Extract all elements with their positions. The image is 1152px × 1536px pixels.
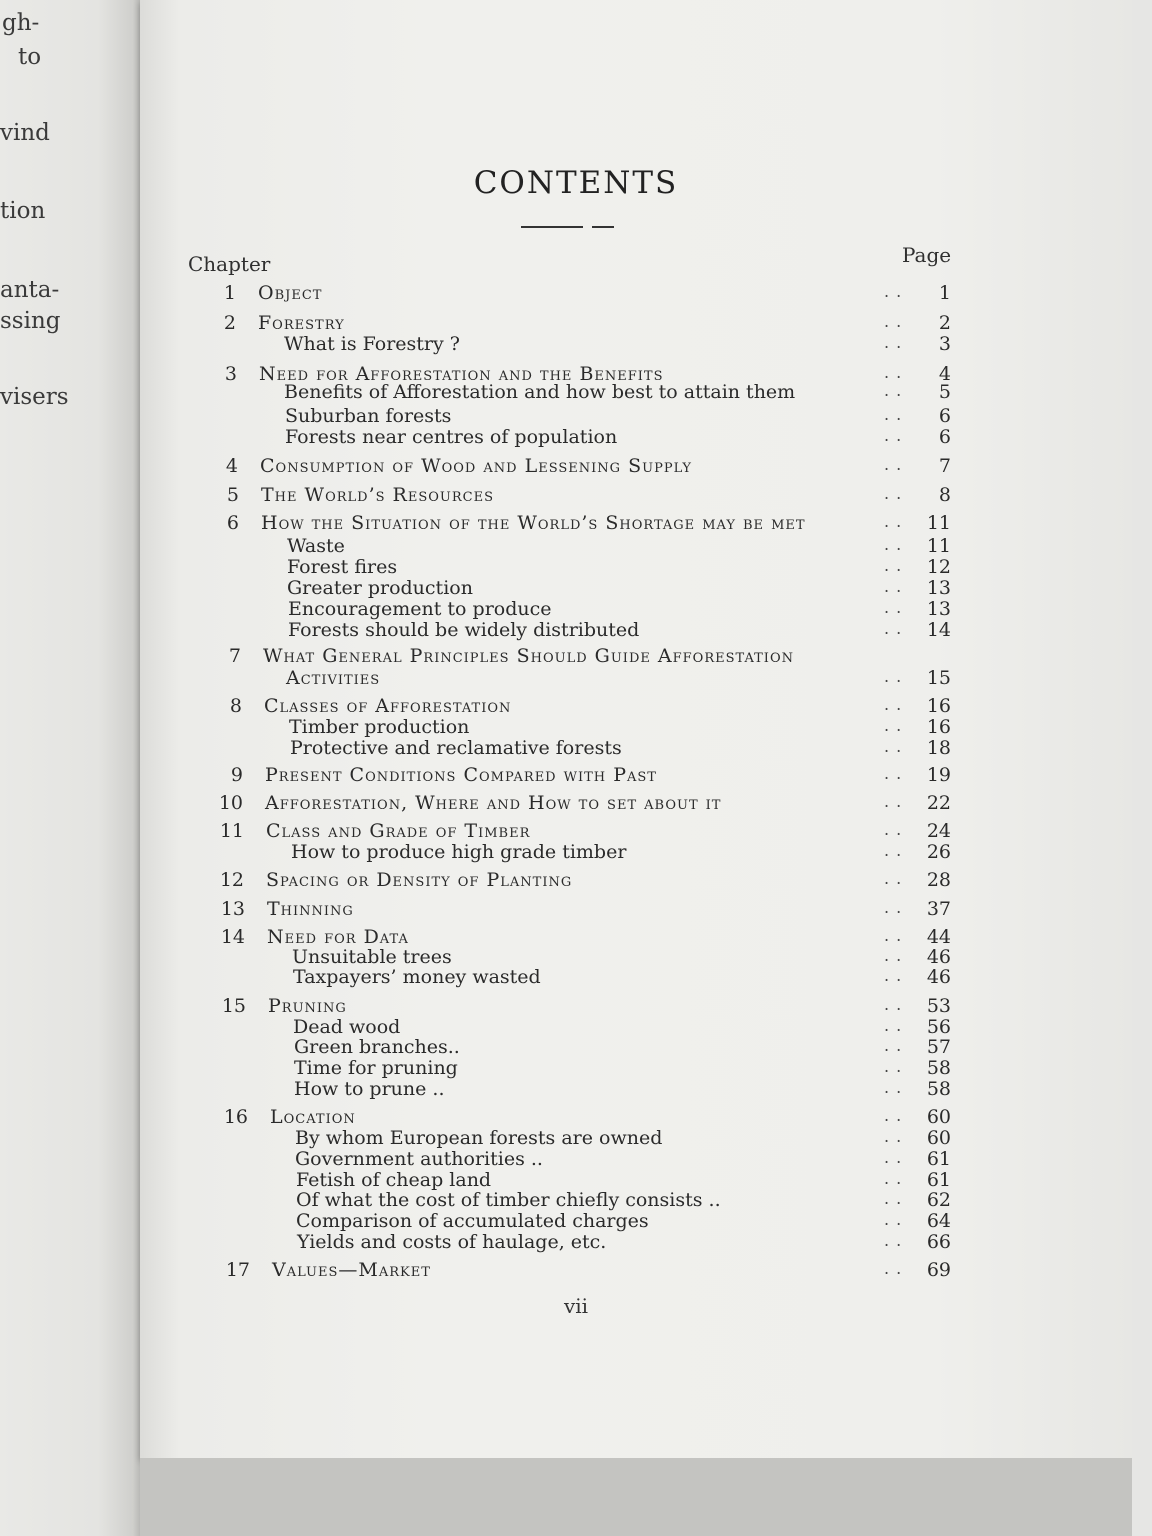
toc-entry	[0, 898, 1152, 920]
leader-dots: . .	[884, 764, 903, 783]
chapter-number: 4	[225, 455, 238, 477]
toc-entry	[0, 1127, 1152, 1149]
toc-entry	[0, 820, 1152, 842]
page-number: 3	[938, 333, 951, 355]
toc-entry	[0, 1169, 1152, 1191]
toc-entry	[0, 1057, 1152, 1079]
toc-entry	[0, 1189, 1152, 1211]
section-title: What is Forestry ?	[284, 333, 460, 355]
toc-entry	[0, 645, 1152, 667]
toc-entry	[0, 1016, 1152, 1038]
toc-entry	[0, 405, 1152, 427]
section-title: Suburban forests	[285, 405, 452, 427]
toc-entry	[0, 667, 1152, 689]
leader-dots: . .	[884, 869, 903, 888]
page-number: 24	[926, 820, 951, 842]
chapter-column-header: Chapter	[188, 252, 271, 276]
chapter-title: Consumption of Wood and Lessening Supply	[260, 455, 692, 477]
leader-dots: . .	[884, 966, 903, 985]
leader-dots: . .	[884, 1057, 903, 1076]
chapter-title: Class and Grade of Timber	[266, 820, 531, 842]
section-title: How to prune ..	[294, 1078, 445, 1100]
leader-dots: . .	[884, 426, 903, 445]
toc-entry	[0, 764, 1152, 786]
chapter-number: 7	[228, 645, 241, 667]
leader-dots: . .	[884, 1036, 903, 1055]
chapter-title: What General Principles Should Guide Afforestation	[263, 645, 794, 667]
chapter-title: Object	[258, 282, 323, 304]
leader-dots: . .	[884, 312, 903, 331]
section-title: How to produce high grade timber	[291, 841, 627, 863]
chapter-number: 10	[218, 792, 243, 814]
toc-entry	[0, 282, 1152, 304]
page-number: 4	[938, 363, 951, 385]
chapter-title: Pruning	[268, 995, 347, 1017]
page-number: 16	[926, 695, 951, 717]
chapter-number: 6	[226, 512, 239, 534]
leader-dots: . .	[884, 820, 903, 839]
toc-entry	[0, 381, 1152, 403]
page-number: 6	[938, 426, 951, 448]
left-page-fragment: tion	[0, 198, 46, 224]
leader-dots: . .	[884, 1016, 903, 1035]
toc-entry	[0, 312, 1152, 334]
page-number: 46	[926, 966, 951, 988]
toc-entry	[0, 535, 1152, 557]
toc-entry	[0, 1106, 1152, 1128]
page-number: 28	[926, 869, 951, 891]
page-number: 11	[926, 535, 951, 557]
page-number: 69	[926, 1259, 951, 1281]
leader-dots: . .	[884, 1169, 903, 1188]
page-number: 66	[926, 1231, 951, 1253]
section-title: Unsuitable trees	[292, 946, 452, 968]
leader-dots: . .	[884, 1231, 903, 1250]
page-edge	[140, 1458, 1132, 1536]
page-number: 58	[926, 1057, 951, 1079]
section-title: Encouragement to produce	[288, 598, 552, 620]
chapter-title: Need for Data	[267, 926, 409, 948]
leader-dots: . .	[884, 381, 903, 400]
toc-entry	[0, 333, 1152, 355]
section-title: Waste	[287, 535, 345, 557]
page-number: 61	[926, 1148, 951, 1170]
leader-dots: . .	[884, 737, 903, 756]
leader-dots: . .	[884, 1210, 903, 1229]
page-number: 13	[926, 598, 951, 620]
leader-dots: . .	[884, 792, 903, 811]
leader-dots: . .	[884, 1106, 903, 1125]
chapter-number: 17	[225, 1259, 250, 1281]
leader-dots: . .	[884, 898, 903, 917]
section-title: Taxpayers’ money wasted	[293, 966, 541, 988]
page-number: 26	[926, 841, 951, 863]
page-number: 15	[926, 667, 951, 689]
leader-dots: . .	[884, 1259, 903, 1278]
leader-dots: . .	[884, 405, 903, 424]
page-number: 64	[926, 1210, 951, 1232]
toc-entry	[0, 455, 1152, 477]
page-title: CONTENTS	[473, 165, 679, 201]
left-page-fragment: vind	[0, 120, 50, 146]
toc-entry	[0, 716, 1152, 738]
leader-dots: . .	[884, 716, 903, 735]
left-page-fragment: anta-	[0, 277, 60, 303]
chapter-title: Location	[270, 1106, 356, 1128]
page-number: 5	[938, 381, 951, 403]
toc-entry	[0, 598, 1152, 620]
page-number: 6	[938, 405, 951, 427]
toc-entry	[0, 1210, 1152, 1232]
section-title: Timber production	[289, 716, 470, 738]
section-title: Forests near centres of population	[285, 426, 618, 448]
chapter-title: The World’s Resources	[261, 484, 494, 506]
toc-entry	[0, 737, 1152, 759]
leader-dots: . .	[884, 695, 903, 714]
left-page-fragment: ssing	[0, 308, 61, 334]
section-title: Comparison of accumulated charges	[296, 1210, 649, 1232]
toc-entry	[0, 966, 1152, 988]
page-number: 1	[938, 282, 951, 304]
page-number: 57	[926, 1036, 951, 1058]
section-title: By whom European forests are owned	[295, 1127, 663, 1149]
toc-entry	[0, 1036, 1152, 1058]
page-number: 8	[938, 484, 951, 506]
leader-dots: . .	[884, 556, 903, 575]
page-number: 14	[926, 619, 951, 641]
leader-dots: . .	[884, 1189, 903, 1208]
page-column-header: Page	[902, 243, 952, 267]
section-title: Government authorities ..	[295, 1148, 543, 1170]
toc-entry	[0, 619, 1152, 641]
leader-dots: . .	[884, 1078, 903, 1097]
section-title: Forest fires	[287, 556, 398, 578]
leader-dots: . .	[884, 282, 903, 301]
page-number: 56	[926, 1016, 951, 1038]
left-page-fragment: visers	[0, 384, 69, 410]
section-title: Fetish of cheap land	[296, 1169, 492, 1191]
leader-dots: . .	[884, 946, 903, 965]
chapter-title: Spacing or Density of Planting	[266, 869, 573, 891]
leader-dots: . .	[884, 1127, 903, 1146]
chapter-number: 11	[219, 820, 244, 842]
toc-entry	[0, 577, 1152, 599]
leader-dots: . .	[884, 598, 903, 617]
leader-dots: . .	[884, 619, 903, 638]
chapter-title: Need for Afforestation and the Benefits	[259, 363, 664, 385]
chapter-number: 13	[220, 898, 245, 920]
toc-entry	[0, 792, 1152, 814]
page-number: 37	[926, 898, 951, 920]
left-page-fragment: gh-	[2, 10, 40, 36]
leader-dots: . .	[884, 512, 903, 531]
toc-entry	[0, 1259, 1152, 1281]
leader-dots: . .	[884, 333, 903, 352]
section-title: Of what the cost of timber chiefly consists ..	[296, 1189, 721, 1211]
chapter-number: 9	[230, 764, 243, 786]
chapter-title: Values—Market	[272, 1259, 431, 1281]
toc-entry	[0, 926, 1152, 948]
leader-dots: . .	[884, 1148, 903, 1167]
toc-entry	[0, 1231, 1152, 1253]
leader-dots: . .	[884, 455, 903, 474]
page-number: 44	[926, 926, 951, 948]
leader-dots: . .	[884, 484, 903, 503]
section-title: Protective and reclamative forests	[290, 737, 622, 759]
leader-dots: . .	[884, 926, 903, 945]
section-title: Time for pruning	[294, 1057, 458, 1079]
toc-entry	[0, 484, 1152, 506]
chapter-number: 3	[224, 363, 237, 385]
toc-entry	[0, 426, 1152, 448]
leader-dots: . .	[884, 995, 903, 1014]
section-title: Benefits of Afforestation and how best to attain them	[284, 381, 796, 403]
chapter-number: 2	[223, 312, 236, 334]
toc-entry	[0, 869, 1152, 891]
page-number: 53	[926, 995, 951, 1017]
toc-entry	[0, 841, 1152, 863]
page-number: 58	[926, 1078, 951, 1100]
page-number: 60	[926, 1106, 951, 1128]
page-number: 7	[938, 455, 951, 477]
leader-dots: . .	[884, 667, 903, 686]
chapter-number: 1	[223, 282, 236, 304]
page-number: 18	[926, 737, 951, 759]
section-title: Green branches..	[294, 1036, 460, 1058]
chapter-title: How the Situation of the World’s Shortage may be met	[261, 512, 806, 534]
page-number: 62	[926, 1189, 951, 1211]
chapter-title: Classes of Afforestation	[264, 695, 512, 717]
chapter-title: Forestry	[258, 312, 345, 334]
page-number: 22	[926, 792, 951, 814]
page-number: 11	[926, 512, 951, 534]
page-number: 16	[926, 716, 951, 738]
toc-entry	[0, 1148, 1152, 1170]
leader-dots: . .	[884, 841, 903, 860]
section-title: Yields and costs of haulage, etc.	[297, 1231, 607, 1253]
chapter-title: Activities	[286, 667, 381, 689]
toc-entry	[0, 946, 1152, 968]
chapter-title: Thinning	[267, 898, 354, 920]
page-number: 19	[926, 764, 951, 786]
section-title: Forests should be widely distributed	[288, 619, 640, 641]
page-number: 13	[926, 577, 951, 599]
leader-dots: . .	[884, 535, 903, 554]
chapter-number: 14	[220, 926, 245, 948]
section-title: Dead wood	[293, 1016, 401, 1038]
toc-entry	[0, 512, 1152, 534]
leader-dots: . .	[884, 577, 903, 596]
chapter-title: Afforestation, Where and How to set about it	[265, 792, 722, 814]
leader-dots: . .	[884, 363, 903, 382]
page-number: 12	[926, 556, 951, 578]
toc-entry	[0, 1078, 1152, 1100]
page-folio: vii	[563, 1294, 589, 1318]
chapter-number: 12	[219, 869, 244, 891]
page-number: 61	[926, 1169, 951, 1191]
toc-entry	[0, 556, 1152, 578]
page-number: 2	[938, 312, 951, 334]
left-page-fragment: to	[18, 44, 42, 70]
page-number: 60	[926, 1127, 951, 1149]
page-number: 46	[926, 946, 951, 968]
toc-entry	[0, 995, 1152, 1017]
chapter-number: 16	[223, 1106, 248, 1128]
toc-entry	[0, 695, 1152, 717]
section-title: Greater production	[287, 577, 473, 599]
chapter-number: 8	[229, 695, 242, 717]
chapter-number: 15	[221, 995, 246, 1017]
chapter-title: Present Conditions Compared with Past	[265, 764, 657, 786]
chapter-number: 5	[226, 484, 239, 506]
